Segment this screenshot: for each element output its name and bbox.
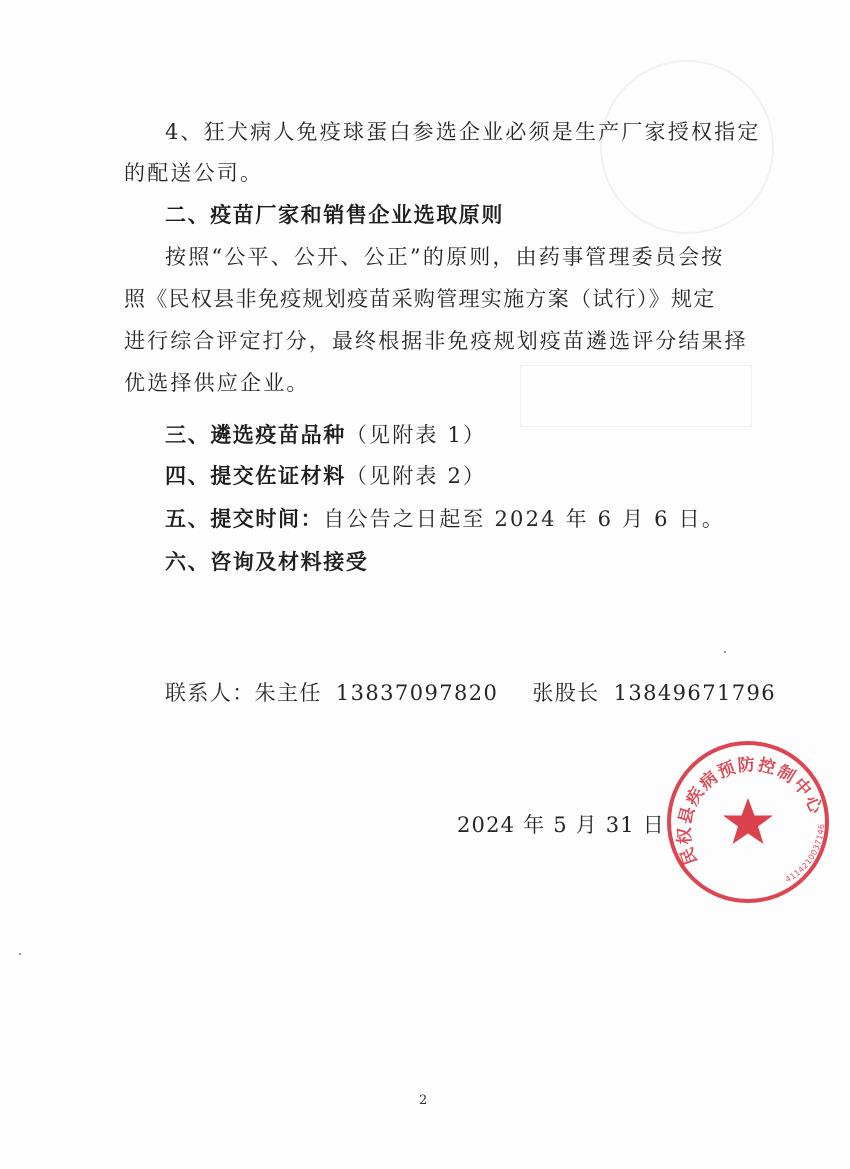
section4-heading: 四、提交佐证材料 (165, 464, 346, 488)
document-date: 2024 年 5 月 31 日 (457, 813, 665, 837)
section5-line (165, 505, 725, 533)
contact-person2-name: 张股长 (532, 681, 600, 705)
seal-code-text: 4114210037146 (783, 823, 826, 885)
section4-note: （见附表 2） (345, 464, 487, 488)
contact-person1-phone: 13837097820 (335, 681, 499, 705)
scan-speck (724, 651, 726, 653)
section2-para-line2: 照《民权县非免疫规划疫苗采购管理实施方案（试行）》规定 (124, 287, 716, 311)
section2-para-line1: 按照“公平、公开、公正”的原则，由药事管理委员会按 (165, 245, 725, 269)
bleed-through-table (520, 365, 752, 427)
official-seal-stamp (664, 738, 832, 906)
section2-para-line3: 进行综合评定打分，最终根据非免疫规划疫苗遴选评分结果择 (124, 329, 748, 353)
scan-speck (19, 953, 21, 955)
section4-line (165, 462, 486, 490)
section5-text: 自公告之日起至 2024 年 6 月 6 日。 (323, 507, 726, 531)
seal-org-text: 民权县疾病预防控制中心 (674, 754, 827, 868)
section3-note: （见附表 1） (345, 423, 487, 447)
item4-line1: 4、狂犬病人免疫球蛋白参选企业必须是生产厂家授权指定 (165, 120, 761, 144)
contact-person1-name: 朱主任 (254, 681, 322, 705)
contact-line (165, 679, 776, 707)
bleed-through-mark (600, 60, 774, 234)
contact-person2-phone: 13849671796 (613, 681, 776, 705)
section2-para-line4: 优选择供应企业。 (124, 371, 310, 395)
section2-heading: 二、疫苗厂家和销售企业选取原则 (165, 203, 504, 227)
contact-label: 联系人： (165, 681, 255, 705)
section3-heading: 三、遴选疫苗品种 (165, 423, 346, 447)
seal-star-icon (723, 798, 773, 844)
section3-line (165, 421, 486, 449)
section5-heading: 五、提交时间： (165, 507, 324, 531)
page-number: 2 (419, 1093, 428, 1108)
section6-heading: 六、咨询及材料接受 (165, 550, 369, 574)
item4-line2: 的配送公司。 (124, 161, 264, 185)
